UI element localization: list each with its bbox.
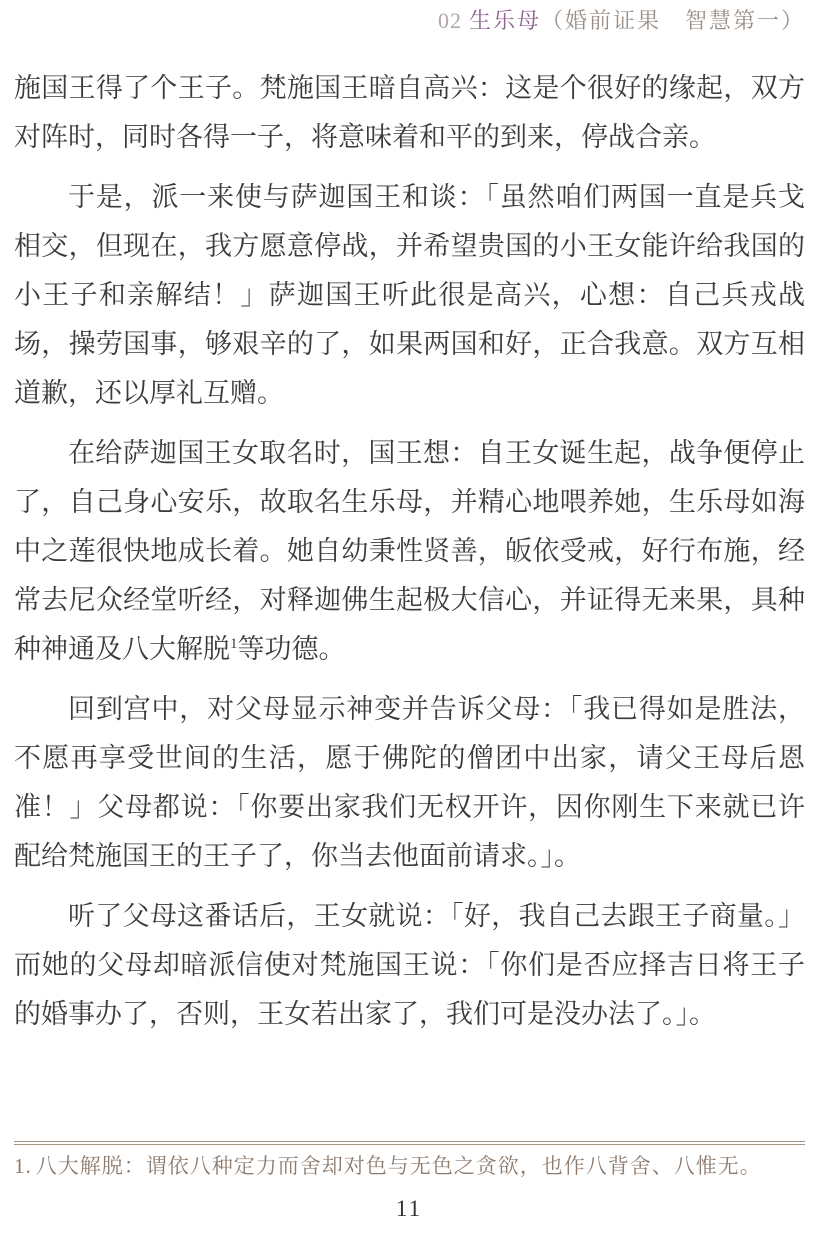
paragraph-3 xyxy=(14,429,805,674)
footnote-number: 1. xyxy=(14,1154,32,1178)
paragraph-5: 听了父母这番话后，王女就说：「好，我自己去跟王子商量。」而她的父母却暗派信使对梵施国王说：「你们是否应择吉日将王子的婚事办了，否则，王女若出家了，我们可是没办法了。」。 xyxy=(14,901,805,1029)
running-header xyxy=(438,7,805,35)
chapter-number: 02 xyxy=(437,8,462,33)
footnote-text: 八大解脱：谓依八种定力而舍却对色与无色之贪欲，也作八背舍、八惟无。 xyxy=(35,1154,762,1178)
chapter-title: 生乐母 xyxy=(468,8,541,33)
paragraph-2: 于是，派一来使与萨迦国王和谈：「虽然咱们两国一直是兵戈相交，但现在，我方愿意停战，并希望贵国的小王女能许给我国的小王子和亲解结！」萨迦国王听此很是高兴，心想：自己兵戎战场，操劳国事，够艰辛的了，如果两国和好，正合我意。双方互相道歉，还以厚礼互赠。 xyxy=(14,182,805,408)
paragraph-3-text-before-note: 在给萨迦国王女取名时，国王想：自王女诞生起，战争便停止了，自己身心安乐，故取名生乐母，并精心地喂养她，生乐母如海中之莲很快地成长着。她自幼秉性贤善，皈依受戒，好行布施，经常去尼众经堂听经，对释迦佛生起极大信心，并证得无来果，具种种神通及八大解脱 xyxy=(14,438,805,664)
footnote xyxy=(14,1151,805,1181)
footnote-reference-marker: 1 xyxy=(230,636,238,652)
chapter-subtitle: （婚前证果 智慧第一） xyxy=(540,8,805,33)
paragraph-3-text-after-note: 等功德。 xyxy=(237,634,346,664)
body-text xyxy=(14,64,805,1050)
paragraph-4: 回到宫中，对父母显示神变并告诉父母：「我已得如是胜法，不愿再享受世间的生活，愿于佛陀的僧团中出家，请父王母后恩准！」父母都说：「你要出家我们无权开许，因你刚生下来就已许配给梵施国王的王子了，你当去他面前请求。」。 xyxy=(14,694,805,871)
page-number: 11 xyxy=(395,1196,423,1221)
paragraph-1: 施国王得了个王子。梵施国王暗自高兴：这是个很好的缘起，双方对阵时，同时各得一子，将意味着和平的到来，停战合亲。 xyxy=(14,73,805,152)
footnote-separator-rule xyxy=(14,1141,805,1145)
